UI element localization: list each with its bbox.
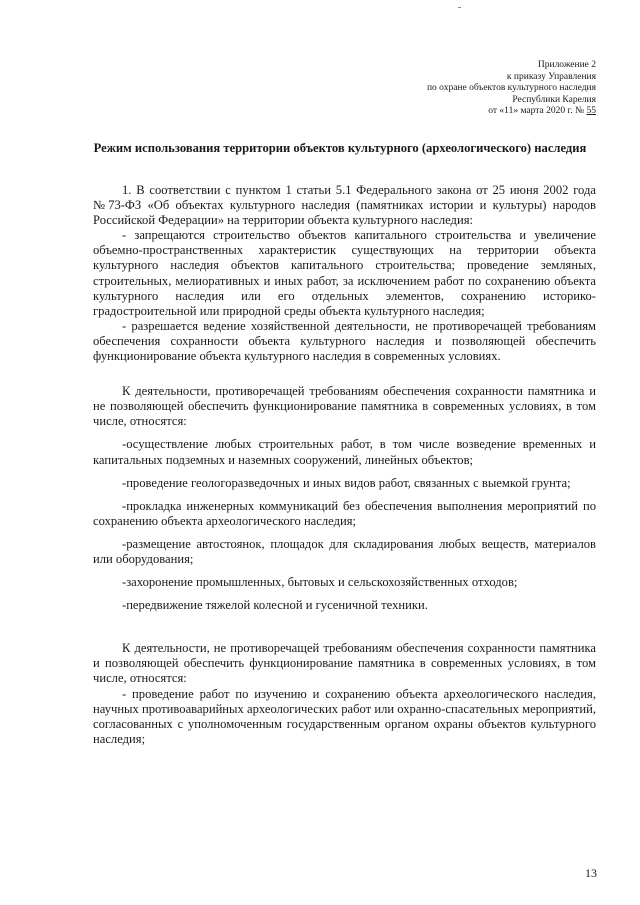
list-item: -проведение геологоразведочных и иных видов работ, связанных с выемкой грунта; (122, 475, 571, 490)
appendix-header (316, 60, 596, 118)
document-body (93, 183, 596, 747)
appendix-order-number: 55 (586, 106, 596, 117)
paragraph-non-contradicting-activities: К деятельности, не противоречащей требованиям обеспечения сохранности памятника и позволяющей обеспечить функционирование памятника в современных условиях, в том числе, относятся: (93, 641, 596, 686)
appendix-date-line (316, 106, 596, 118)
list-item: -захоронение промышленных, бытовых и сельскохозяйственных отходов; (122, 575, 518, 590)
list-item: -размещение автостоянок, площадок для складирования любых веществ, материалов или оборудования; (93, 536, 596, 566)
paragraph-prohibitions: - запрещаются строительство объектов капитального строительства и увеличение объемно-пространственных характеристик существующих на территории объекта культурного наследия объектов капитального строительства; проведение земляных, строительных, мелиоративных и иных работ, за исключением работ по сохранению объекта культурного наследия или его отдельных элементов, сохранению историко-градостроительной или природной среды объекта культурного наследия; (93, 228, 596, 318)
list-item: -осуществление любых строительных работ, в том числе возведение временных и капитальных подземных и наземных сооружений, линейных объектов; (93, 437, 596, 467)
paragraph-permissions: - разрешается ведение хозяйственной деятельности, не противоречащей требованиям обеспечения сохранности объекта культурного наследия и позволяющей обеспечить функционирование объекта культурного наследия в современных условиях. (93, 318, 596, 364)
page-number: 13 (585, 866, 597, 880)
appendix-order-ref: к приказу Управления (506, 71, 596, 82)
list-item: -прокладка инженерных коммуникаций без обеспечения выполнения мероприятий по сохранению объекта археологического наследия; (93, 498, 596, 528)
appendix-region: Республики Карелия (512, 94, 596, 105)
paragraph-contradicting-activities: К деятельности, противоречащей требованиям обеспечения сохранности памятника и не позволяющей обеспечить функционирование памятника в современных условиях, в том числе, относятся: (93, 384, 596, 429)
document-title: Режим использования территории объектов культурного (археологического) наследия (93, 141, 587, 155)
appendix-label: Приложение 2 (537, 60, 596, 70)
paragraph-intro: 1. В соответствии с пунктом 1 статьи 5.1 Федерального закона от 25 июня 2002 года №73-ФЗ «Об объектах культурного наследия (памятниках истории и культуры) народов Российской Федерации» на территории объекта культурного наследия: (93, 183, 596, 228)
scan-mark (458, 7, 461, 8)
list-item: -передвижение тяжелой колесной и гусеничной техники. (122, 598, 428, 613)
appendix-date: от «11» марта 2020 г. № (488, 106, 587, 117)
list-item: - проведение работ по изучению и сохранению объекта археологического наследия, научных противоаварийных археологических работ или охранно-спасательных мероприятий, согласованных с уполномоченным государственным органом охраны объектов культурного наследия; (93, 686, 596, 746)
appendix-authority: по охране объектов культурного наследия (426, 83, 596, 94)
